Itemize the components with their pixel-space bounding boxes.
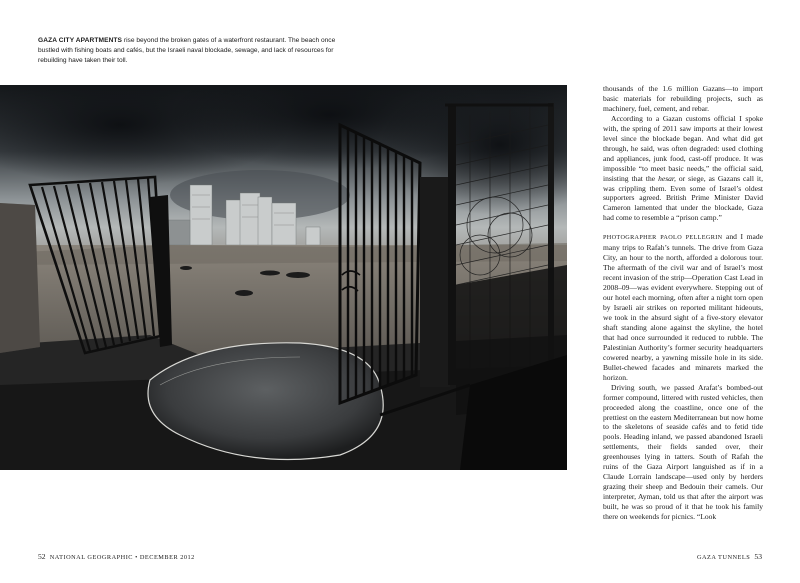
paragraph-text: and I made many trips to Rafah’s tunnels. The drive from Gaza City, an hour to the north, afforded a dolorous tour. The aftermath of the civil war and of Israel’s most recent invasion of the strip—Operation Cast Lead in 2008–09—was evident everywhere. Stepping out of our hotel each morning, often after a night torn open by Israeli air strikes on reported militant hideouts, we took in the absurd sight of a five-story elevator shaft standing alone against the skyline, the hotel that had once surrounded it reduced to rubble. The Palestinian Authority’s former security headquarters cowered nearby, a yawning missile hole in its side. Bullet-chewed facades and minarets marked the horizon. (603, 232, 763, 382)
page-number-left: 52 (38, 552, 46, 561)
paragraph-text: According to a Gazan customs official I spoke with, the spring of 2011 saw imports at their lowest level since the blockade began. And what did get through, he said, was often degraded: used clothing and appliances, junk food, cast-off produce. It was impossible “to meet basic needs,” the official said, insisting that the (603, 113, 763, 183)
folio-left (38, 552, 195, 561)
article-paragraph (603, 114, 763, 223)
caption-text: rise beyond the broken gates of a waterfront restaurant. The beach once bustled with fishing boats and cafés, but the Israeli naval blockade, sewage, and lack of resources for rebuilding have taken their toll. (38, 37, 336, 64)
paragraph-italic: hesar, (658, 173, 676, 183)
article-paragraph: Driving south, we passed Arafat’s bombed-out former compound, littered with rusted vehicles, then proceeded along the coastline, once one of the prettiest on the eastern Mediterranean but now home to the skeletons of seaside cafés and to fetid tide pools. Heading inland, we passed abandoned Israeli settlements, their fields sanded over, their greenhouses lying in tatters. South of Rafah the ruins of the Gaza Airport languished as if in a Claude Lorrain landscape—used only by herders grazing their sheep and Bedouin their camels. Our interpreter, Ayman, told us that after the airport was built, he was so proud of it that he took his family there on weekends for picnics. “Look (603, 382, 763, 522)
article-column (603, 84, 763, 522)
folio-left-text: NATIONAL GEOGRAPHIC • DECEMBER 2012 (49, 554, 195, 561)
broken-gates-waterfront-photo (0, 85, 567, 470)
article-paragraph: thousands of the 1.6 million Gazans—to import basic materials for rebuilding projects, such as machinery, fuel, cement, and rebar. (603, 84, 763, 113)
folio-right (697, 552, 762, 561)
section-lead-in: PHOTOGRAPHER PAOLO PELLEGRIN (603, 234, 723, 242)
photo-caption (38, 36, 338, 65)
article-paragraph (603, 232, 763, 382)
page-number-right: 53 (754, 552, 762, 561)
folio-right-text: GAZA TUNNELS (696, 554, 751, 561)
paragraph-text: or siege, as Gazans call it, was crippling them. Even some of Israel’s oldest supporters agreed. British Prime Minister David Cameron lamented that under the blockade, Gaza had come to resemble a “prison camp.” (603, 173, 763, 223)
caption-heading: GAZA CITY APARTMENTS (38, 37, 123, 44)
